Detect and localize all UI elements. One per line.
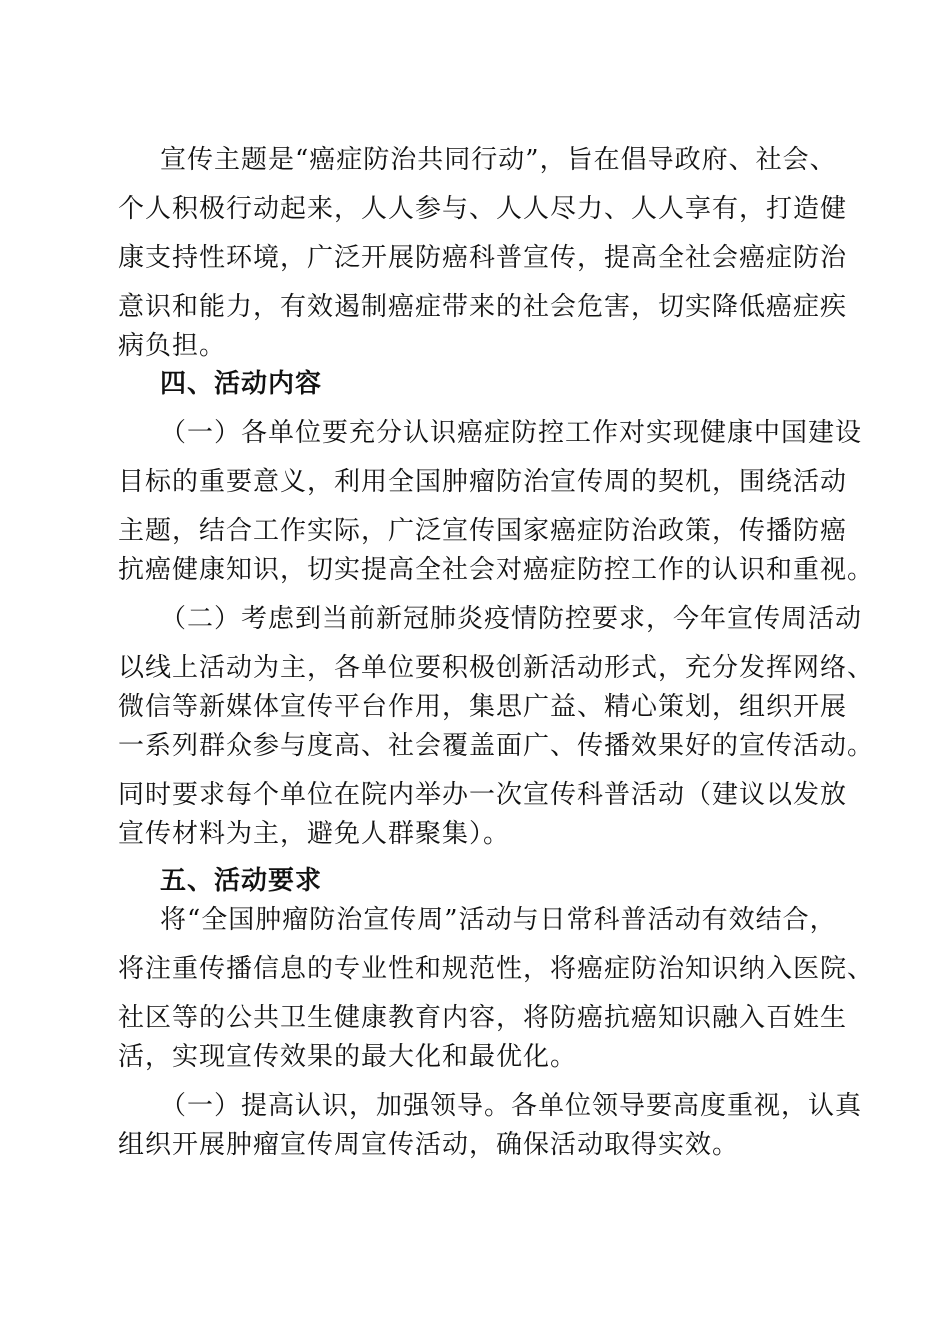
para-item2-line-3: 微信等新媒体宣传平台作用，集思广益、精心策划，组织开展: [118, 692, 848, 722]
section-heading-activity-requirements: 五、活动要求: [160, 866, 323, 896]
section-heading-activity-content: 四、活动内容: [160, 369, 323, 399]
para-req-line-4: 活，实现宣传效果的最大化和最优化。: [118, 1042, 578, 1072]
para-item2-line-2: 以线上活动为主，各单位要积极创新活动形式，充分发挥网络、: [118, 653, 875, 683]
para-theme-line-4: 意识和能力，有效遏制癌症带来的社会危害，切实降低癌症疾: [118, 292, 848, 322]
para-theme-line-2: 个人积极行动起来，人人参与、人人尽力、人人享有，打造健: [118, 194, 848, 224]
para-req-line-2: 将注重传播信息的专业性和规范性，将癌症防治知识纳入医院、: [118, 954, 875, 984]
para-theme-line-1: 宣传主题是“癌症防治共同行动”，旨在倡导政府、社会、: [160, 145, 837, 175]
para-req-item1-line-1: （一）提高认识，加强领导。各单位领导要高度重视，认真: [160, 1091, 863, 1121]
para-item2-line-6: 宣传材料为主，避免人群聚集）。: [118, 819, 511, 849]
para-req-item1-line-2: 组织开展肿瘤宣传周宣传活动，确保活动取得实效。: [118, 1130, 740, 1160]
para-item2-line-5: 同时要求每个单位在院内举办一次宣传科普活动（建议以发放: [118, 780, 848, 810]
para-req-line-3: 社区等的公共卫生健康教育内容，将防癌抗癌知识融入百姓生: [118, 1003, 848, 1033]
para-theme-line-3: 康支持性环境，广泛开展防癌科普宣传，提高全社会癌症防治: [118, 243, 848, 273]
para-item2-line-1: （二）考虑到当前新冠肺炎疫情防控要求，今年宣传周活动: [160, 604, 863, 634]
para-item1-line-1: （一）各单位要充分认识癌症防控工作对实现健康中国建设: [160, 418, 863, 448]
para-item1-line-2: 目标的重要意义，利用全国肿瘤防治宣传周的契机，围绕活动: [118, 467, 848, 497]
para-item2-line-4: 一系列群众参与度高、社会覆盖面广、传播效果好的宣传活动。: [118, 731, 875, 761]
para-theme-line-5: 病负担。: [118, 331, 227, 361]
para-item1-line-4: 抗癌健康知识，切实提高全社会对癌症防控工作的认识和重视。: [118, 555, 875, 585]
para-item1-line-3: 主题，结合工作实际，广泛宣传国家癌症防治政策，传播防癌: [118, 516, 848, 546]
para-req-line-1: 将“全国肿瘤防治宣传周”活动与日常科普活动有效结合，: [160, 905, 837, 935]
